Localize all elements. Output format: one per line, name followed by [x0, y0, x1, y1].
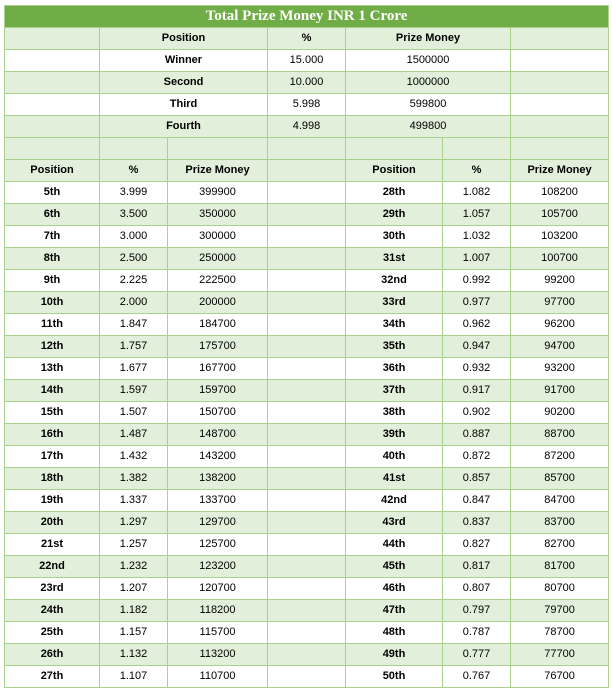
percent-cell: 2.000: [100, 292, 168, 314]
prize-cell: 82700: [511, 534, 609, 556]
empty-cell: [268, 490, 346, 512]
empty-cell: [268, 446, 346, 468]
prize-cell: 91700: [511, 380, 609, 402]
table-row: [5, 622, 609, 644]
position-cell: 50th: [346, 666, 443, 688]
table-row: [5, 226, 609, 248]
prize-cell: 97700: [511, 292, 609, 314]
percent-cell: 0.817: [443, 556, 511, 578]
table-row: [5, 556, 609, 578]
position-cell: 13th: [5, 358, 100, 380]
position-cell: 19th: [5, 490, 100, 512]
table-row: [5, 534, 609, 556]
prize-cell: 99200: [511, 270, 609, 292]
percent-cell: 1.757: [100, 336, 168, 358]
empty-cell: [168, 138, 268, 160]
empty-cell: [268, 204, 346, 226]
position-cell: 31st: [346, 248, 443, 270]
top-prize-cell: 599800: [346, 94, 511, 116]
percent-cell: 0.847: [443, 490, 511, 512]
table-row: [5, 578, 609, 600]
position-cell: 46th: [346, 578, 443, 600]
percent-cell: 1.487: [100, 424, 168, 446]
empty-cell: [268, 468, 346, 490]
empty-cell: [511, 138, 609, 160]
empty-cell: [268, 358, 346, 380]
top-table-row: [5, 50, 609, 72]
position-cell: 45th: [346, 556, 443, 578]
position-cell: 9th: [5, 270, 100, 292]
position-cell: 32nd: [346, 270, 443, 292]
top-header-percent: %: [268, 28, 346, 50]
percent-cell: 1.057: [443, 204, 511, 226]
position-cell: 43rd: [346, 512, 443, 534]
position-cell: 17th: [5, 446, 100, 468]
prize-cell: 138200: [168, 468, 268, 490]
position-cell: 22nd: [5, 556, 100, 578]
percent-cell: 0.932: [443, 358, 511, 380]
position-cell: 21st: [5, 534, 100, 556]
percent-cell: 1.382: [100, 468, 168, 490]
percent-cell: 3.000: [100, 226, 168, 248]
empty-cell: [268, 270, 346, 292]
position-cell: 44th: [346, 534, 443, 556]
prize-cell: 76700: [511, 666, 609, 688]
empty-cell: [268, 380, 346, 402]
percent-cell: 0.962: [443, 314, 511, 336]
table-row: [5, 358, 609, 380]
percent-cell: 1.082: [443, 182, 511, 204]
top-position-cell: Winner: [100, 50, 268, 72]
empty-cell: [346, 138, 443, 160]
top-table-row: [5, 116, 609, 138]
prize-cell: 150700: [168, 402, 268, 424]
percent-cell: 0.872: [443, 446, 511, 468]
prize-table: [4, 5, 609, 688]
percent-cell: 0.947: [443, 336, 511, 358]
bottom-header-row: [5, 160, 609, 182]
position-cell: 15th: [5, 402, 100, 424]
percent-cell: 1.182: [100, 600, 168, 622]
table-row: [5, 248, 609, 270]
table-row: [5, 182, 609, 204]
top-prize-cell: 1000000: [346, 72, 511, 94]
title-row: [5, 6, 609, 28]
prize-cell: 88700: [511, 424, 609, 446]
position-cell: 35th: [346, 336, 443, 358]
prize-cell: 94700: [511, 336, 609, 358]
empty-cell: [268, 534, 346, 556]
percent-cell: 0.992: [443, 270, 511, 292]
prize-cell: 184700: [168, 314, 268, 336]
position-cell: 30th: [346, 226, 443, 248]
top-header-prize-money: Prize Money: [346, 28, 511, 50]
prize-cell: 129700: [168, 512, 268, 534]
prize-cell: 83700: [511, 512, 609, 534]
empty-cell: [268, 578, 346, 600]
prize-cell: 84700: [511, 490, 609, 512]
percent-cell: 2.500: [100, 248, 168, 270]
table-row: [5, 270, 609, 292]
empty-cell: [268, 160, 346, 182]
empty-cell: [268, 138, 346, 160]
empty-cell: [268, 666, 346, 688]
empty-cell: [5, 28, 100, 50]
table-row: [5, 468, 609, 490]
percent-cell: 3.999: [100, 182, 168, 204]
prize-cell: 143200: [168, 446, 268, 468]
position-cell: 12th: [5, 336, 100, 358]
top-prize-cell: 499800: [346, 116, 511, 138]
top-position-cell: Fourth: [100, 116, 268, 138]
empty-cell: [268, 622, 346, 644]
percent-cell: 0.902: [443, 402, 511, 424]
position-cell: 25th: [5, 622, 100, 644]
top-header-row: [5, 28, 609, 50]
position-cell: 23rd: [5, 578, 100, 600]
position-cell: 20th: [5, 512, 100, 534]
percent-cell: 1.007: [443, 248, 511, 270]
position-cell: 5th: [5, 182, 100, 204]
percent-cell: 0.887: [443, 424, 511, 446]
position-cell: 33rd: [346, 292, 443, 314]
empty-cell: [268, 336, 346, 358]
prize-cell: 159700: [168, 380, 268, 402]
position-cell: 27th: [5, 666, 100, 688]
empty-cell: [511, 94, 609, 116]
table-row: [5, 424, 609, 446]
percent-cell: 0.807: [443, 578, 511, 600]
percent-cell: 1.847: [100, 314, 168, 336]
prize-cell: 77700: [511, 644, 609, 666]
table-row: [5, 666, 609, 688]
percent-cell: 1.032: [443, 226, 511, 248]
empty-cell: [100, 138, 168, 160]
top-table-row: [5, 94, 609, 116]
empty-cell: [5, 50, 100, 72]
position-cell: 29th: [346, 204, 443, 226]
percent-cell: 0.767: [443, 666, 511, 688]
position-cell: 7th: [5, 226, 100, 248]
empty-cell: [5, 116, 100, 138]
top-header-position: Position: [100, 28, 268, 50]
prize-cell: 81700: [511, 556, 609, 578]
table-row: [5, 292, 609, 314]
position-cell: 47th: [346, 600, 443, 622]
prize-cell: 120700: [168, 578, 268, 600]
empty-cell: [5, 72, 100, 94]
empty-cell: [5, 138, 100, 160]
position-cell: 14th: [5, 380, 100, 402]
position-cell: 34th: [346, 314, 443, 336]
top-percent-cell: 5.998: [268, 94, 346, 116]
empty-cell: [268, 182, 346, 204]
table-row: [5, 446, 609, 468]
prize-cell: 175700: [168, 336, 268, 358]
top-percent-cell: 10.000: [268, 72, 346, 94]
prize-cell: 80700: [511, 578, 609, 600]
empty-cell: [5, 94, 100, 116]
empty-cell: [511, 116, 609, 138]
prize-cell: 85700: [511, 468, 609, 490]
separator-row: [5, 138, 609, 160]
prize-cell: 133700: [168, 490, 268, 512]
position-cell: 26th: [5, 644, 100, 666]
percent-cell: 1.337: [100, 490, 168, 512]
percent-cell: 0.777: [443, 644, 511, 666]
position-cell: 36th: [346, 358, 443, 380]
prize-cell: 93200: [511, 358, 609, 380]
position-cell: 37th: [346, 380, 443, 402]
position-cell: 48th: [346, 622, 443, 644]
percent-cell: 0.787: [443, 622, 511, 644]
header-percent-right: %: [443, 160, 511, 182]
top-position-cell: Second: [100, 72, 268, 94]
prize-cell: 103200: [511, 226, 609, 248]
percent-cell: 1.157: [100, 622, 168, 644]
top-position-cell: Third: [100, 94, 268, 116]
position-cell: 42nd: [346, 490, 443, 512]
percent-cell: 1.207: [100, 578, 168, 600]
position-cell: 16th: [5, 424, 100, 446]
position-cell: 11th: [5, 314, 100, 336]
empty-cell: [268, 644, 346, 666]
percent-cell: 0.857: [443, 468, 511, 490]
empty-cell: [443, 138, 511, 160]
percent-cell: 1.297: [100, 512, 168, 534]
prize-cell: 110700: [168, 666, 268, 688]
percent-cell: 1.132: [100, 644, 168, 666]
position-cell: 24th: [5, 600, 100, 622]
percent-cell: 1.677: [100, 358, 168, 380]
empty-cell: [268, 402, 346, 424]
prize-cell: 250000: [168, 248, 268, 270]
top-prize-cell: 1500000: [346, 50, 511, 72]
prize-cell: 300000: [168, 226, 268, 248]
table-row: [5, 204, 609, 226]
prize-cell: 100700: [511, 248, 609, 270]
empty-cell: [268, 556, 346, 578]
top-percent-cell: 15.000: [268, 50, 346, 72]
prize-cell: 399900: [168, 182, 268, 204]
table-row: [5, 644, 609, 666]
table-row: [5, 402, 609, 424]
empty-cell: [268, 512, 346, 534]
header-prize-money-left: Prize Money: [168, 160, 268, 182]
top-percent-cell: 4.998: [268, 116, 346, 138]
position-cell: 8th: [5, 248, 100, 270]
prize-cell: 105700: [511, 204, 609, 226]
prize-cell: 115700: [168, 622, 268, 644]
prize-cell: 123200: [168, 556, 268, 578]
position-cell: 39th: [346, 424, 443, 446]
prize-cell: 108200: [511, 182, 609, 204]
prize-money-sheet: [4, 5, 608, 688]
percent-cell: 2.225: [100, 270, 168, 292]
prize-cell: 79700: [511, 600, 609, 622]
empty-cell: [268, 314, 346, 336]
prize-cell: 87200: [511, 446, 609, 468]
empty-cell: [511, 72, 609, 94]
percent-cell: 0.917: [443, 380, 511, 402]
table-row: [5, 490, 609, 512]
position-cell: 18th: [5, 468, 100, 490]
percent-cell: 1.432: [100, 446, 168, 468]
empty-cell: [268, 424, 346, 446]
header-prize-money-right: Prize Money: [511, 160, 609, 182]
page-title: Total Prize Money INR 1 Crore: [5, 6, 609, 28]
prize-cell: 200000: [168, 292, 268, 314]
header-percent-left: %: [100, 160, 168, 182]
prize-cell: 90200: [511, 402, 609, 424]
prize-cell: 148700: [168, 424, 268, 446]
header-position-right: Position: [346, 160, 443, 182]
empty-cell: [268, 600, 346, 622]
position-cell: 10th: [5, 292, 100, 314]
percent-cell: 0.977: [443, 292, 511, 314]
table-row: [5, 600, 609, 622]
percent-cell: 0.827: [443, 534, 511, 556]
position-cell: 28th: [346, 182, 443, 204]
position-cell: 38th: [346, 402, 443, 424]
table-row: [5, 512, 609, 534]
prize-cell: 96200: [511, 314, 609, 336]
table-row: [5, 314, 609, 336]
prize-cell: 113200: [168, 644, 268, 666]
prize-cell: 167700: [168, 358, 268, 380]
empty-cell: [511, 28, 609, 50]
prize-cell: 78700: [511, 622, 609, 644]
empty-cell: [511, 50, 609, 72]
table-row: [5, 380, 609, 402]
percent-cell: 3.500: [100, 204, 168, 226]
header-position-left: Position: [5, 160, 100, 182]
percent-cell: 1.232: [100, 556, 168, 578]
position-cell: 40th: [346, 446, 443, 468]
position-cell: 49th: [346, 644, 443, 666]
empty-cell: [268, 292, 346, 314]
percent-cell: 1.507: [100, 402, 168, 424]
prize-cell: 222500: [168, 270, 268, 292]
table-row: [5, 336, 609, 358]
prize-cell: 350000: [168, 204, 268, 226]
percent-cell: 1.597: [100, 380, 168, 402]
percent-cell: 0.837: [443, 512, 511, 534]
empty-cell: [268, 248, 346, 270]
empty-cell: [268, 226, 346, 248]
position-cell: 6th: [5, 204, 100, 226]
percent-cell: 0.797: [443, 600, 511, 622]
percent-cell: 1.107: [100, 666, 168, 688]
prize-cell: 118200: [168, 600, 268, 622]
top-table-row: [5, 72, 609, 94]
percent-cell: 1.257: [100, 534, 168, 556]
prize-cell: 125700: [168, 534, 268, 556]
position-cell: 41st: [346, 468, 443, 490]
